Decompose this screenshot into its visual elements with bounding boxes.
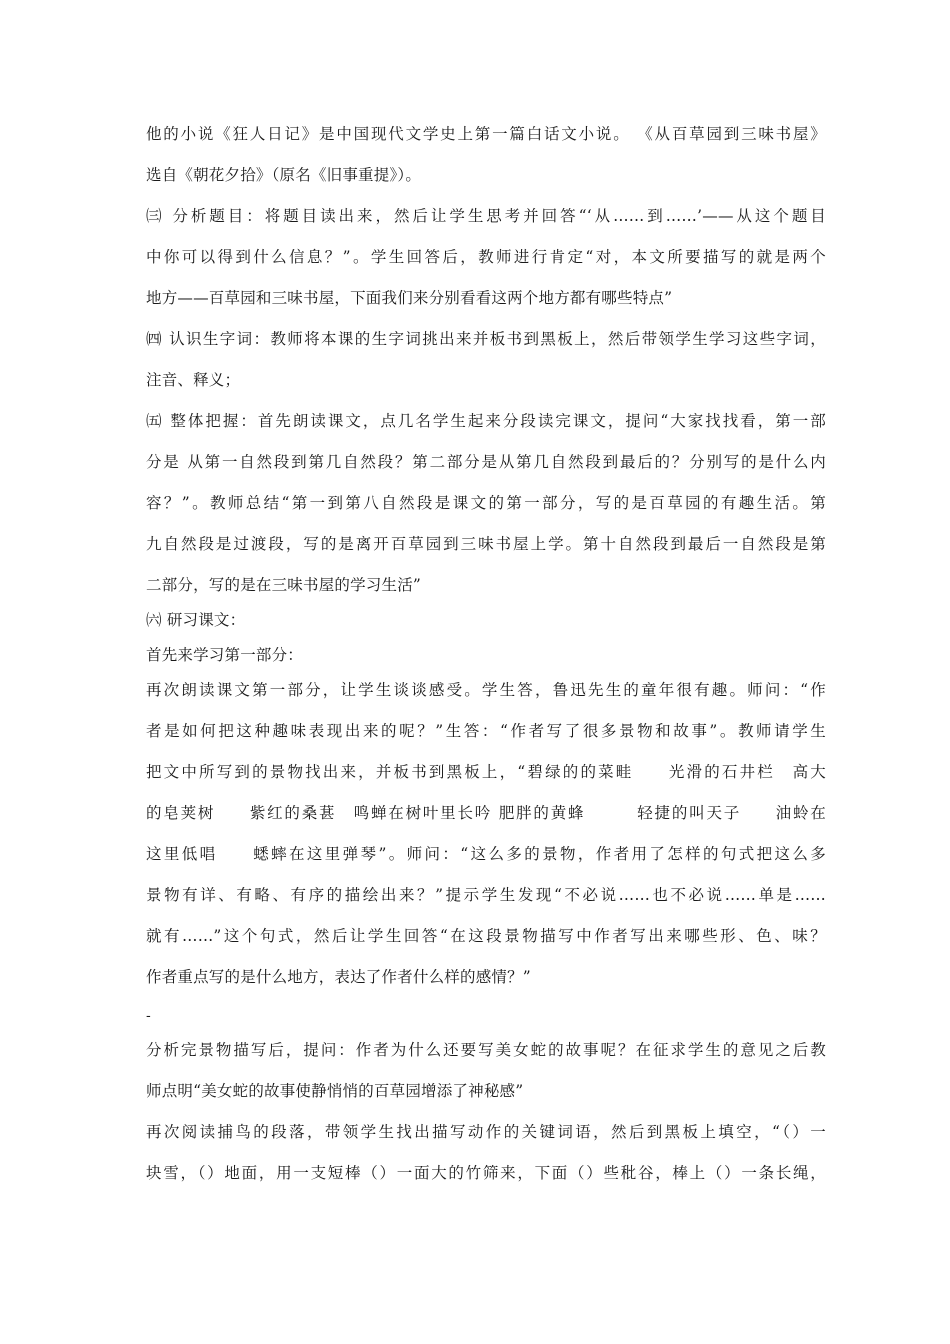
text-line: 注音、释义； — [146, 371, 241, 389]
text-line: 地方——百草园和三味书屋，下面我们来分别看看这两个地方都有哪些特点” — [146, 289, 673, 307]
text-line: 再次朗读课文第一部分，让学生谈谈感受。学生答，鲁迅先生的童年很有趣。师问：“作 — [146, 681, 826, 699]
text-line: 再次阅读捕鸟的段落，带领学生找出描写动作的关键词语，然后到黑板上填空，“（）一 — [146, 1123, 826, 1141]
text-line: 师点明“美女蛇的故事使静悄悄的百草园增添了神秘感” — [146, 1082, 524, 1100]
dash-mark: - — [146, 1008, 151, 1024]
text-line: 就有……”这个句式，然后让学生回答“在这段景物描写中作者写出来哪些形、色、味？ — [146, 927, 826, 945]
text-line: 把文中所写到的景物找出来，并板书到黑板上，“碧绿的的菜畦 光滑的石井栏 高大 — [146, 763, 826, 781]
text-line: 选自《朝花夕拾》（原名《旧事重提》）。 — [146, 166, 422, 184]
text-line: ㈥ 研习课文： — [146, 611, 246, 629]
text-line: ㈣ 认识生字词：教师将本课的生字词挑出来并板书到黑板上，然后带领学生学习这些字词， — [146, 330, 826, 348]
text-line: ㈤ 整体把握：首先朗读课文，点几名学生起来分段读完课文，提问“大家找找看，第一部 — [146, 412, 826, 430]
text-line: 容？”。教师总结“第一到第八自然段是课文的第一部分，写的是百草园的有趣生活。第 — [146, 494, 826, 512]
text-line: 分析完景物描写后，提问：作者为什么还要写美女蛇的故事呢？在征求学生的意见之后教 — [146, 1041, 826, 1059]
text-line: 分是 从第一自然段到第几自然段？第二部分是从第几自然段到最后的？分别写的是什么内 — [146, 453, 826, 471]
text-line: 九自然段是过渡段，写的是离开百草园到三味书屋上学。第十自然段到最后一自然段是第 — [146, 535, 826, 553]
text-line: 首先来学习第一部分： — [146, 646, 304, 664]
text-line: 这里低唱 蟋蟀在这里弹琴”。师问：“这么多的景物，作者用了怎样的句式把这么多 — [146, 845, 826, 863]
text-line: 者是如何把这种趣味表现出来的呢？”生答：“作者写了很多景物和故事”。教师请学生 — [146, 722, 826, 740]
text-line: 作者重点写的是什么地方，表达了作者什么样的感情？” — [146, 968, 531, 986]
text-line: 景物有详、有略、有序的描绘出来？”提示学生发现“不必说……也不必说……单是…… — [146, 886, 826, 904]
text-line: 块雪，（）地面，用一支短棒（）一面大的竹筛来，下面（）些秕谷，棒上（）一条长绳， — [146, 1164, 826, 1182]
text-line: 他的小说《狂人日记》是中国现代文学史上第一篇白话文小说。 《从百草园到三味书屋》 — [146, 125, 826, 143]
text-line: 中你可以得到什么信息？”。学生回答后，教师进行肯定“对，本文所要描写的就是两个 — [146, 248, 826, 266]
text-line: ㈢ 分析题目：将题目读出来，然后让学生思考并回答“‘从……到……’——从这个题目 — [146, 207, 826, 225]
text-line: 二部分，写的是在三味书屋的学习生活” — [146, 576, 422, 594]
text-line: 的皂荚树 紫红的桑葚 鸣蝉在树叶里长吟 肥胖的黄蜂 轻捷的叫天子 油蛉在 — [146, 804, 826, 822]
